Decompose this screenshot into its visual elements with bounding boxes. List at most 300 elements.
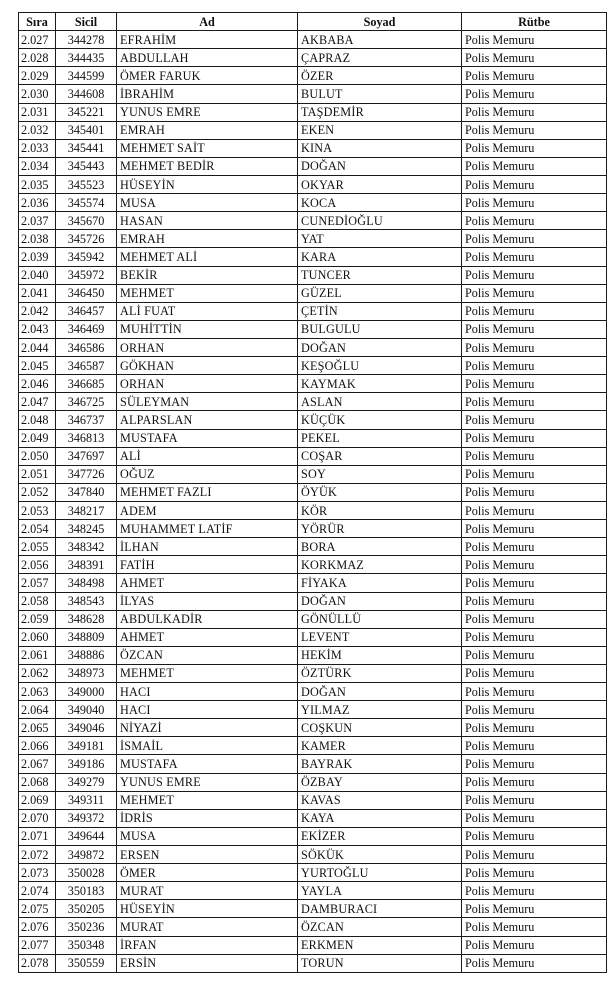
table-row (19, 230, 607, 248)
cell-sira: 2.055 (19, 538, 56, 556)
cell-rutbe: Polis Memuru (462, 701, 607, 719)
cell-rutbe: Polis Memuru (462, 357, 607, 375)
cell-sicil: 350028 (56, 864, 117, 882)
cell-ad: EFRAHİM (117, 31, 298, 49)
cell-rutbe: Polis Memuru (462, 628, 607, 646)
cell-rutbe: Polis Memuru (462, 302, 607, 320)
cell-soyad: KORKMAZ (298, 556, 462, 574)
table-row (19, 864, 607, 882)
cell-soyad: ÖZBAY (298, 773, 462, 791)
cell-ad: YUNUS EMRE (117, 773, 298, 791)
table-row (19, 538, 607, 556)
cell-ad: MEHMET (117, 664, 298, 682)
cell-ad: FATİH (117, 556, 298, 574)
cell-rutbe: Polis Memuru (462, 139, 607, 157)
cell-sira: 2.058 (19, 592, 56, 610)
cell-ad: ADEM (117, 501, 298, 519)
table-row (19, 719, 607, 737)
cell-sira: 2.075 (19, 900, 56, 918)
cell-sicil: 348245 (56, 520, 117, 538)
cell-sicil: 348391 (56, 556, 117, 574)
cell-sicil: 346586 (56, 338, 117, 356)
cell-rutbe: Polis Memuru (462, 538, 607, 556)
table-row (19, 212, 607, 230)
cell-sicil: 348217 (56, 501, 117, 519)
cell-sira: 2.046 (19, 375, 56, 393)
cell-sicil: 345574 (56, 194, 117, 212)
cell-ad: İDRİS (117, 809, 298, 827)
cell-ad: MUSA (117, 194, 298, 212)
cell-sicil: 349372 (56, 809, 117, 827)
cell-sira: 2.068 (19, 773, 56, 791)
cell-sira: 2.060 (19, 628, 56, 646)
table-row (19, 157, 607, 175)
cell-sira: 2.054 (19, 520, 56, 538)
cell-soyad: BORA (298, 538, 462, 556)
cell-rutbe: Polis Memuru (462, 483, 607, 501)
table-row (19, 701, 607, 719)
table-row (19, 67, 607, 85)
cell-sicil: 345401 (56, 121, 117, 139)
cell-ad: YUNUS EMRE (117, 103, 298, 121)
cell-sicil: 345523 (56, 175, 117, 193)
table-row (19, 302, 607, 320)
table-row (19, 375, 607, 393)
cell-rutbe: Polis Memuru (462, 284, 607, 302)
cell-ad: İLHAN (117, 538, 298, 556)
header-sicil: Sicil (56, 13, 117, 31)
table-row (19, 809, 607, 827)
cell-ad: İBRAHİM (117, 85, 298, 103)
cell-sicil: 345942 (56, 248, 117, 266)
header-ad: Ad (117, 13, 298, 31)
cell-rutbe: Polis Memuru (462, 175, 607, 193)
table-row (19, 447, 607, 465)
cell-rutbe: Polis Memuru (462, 320, 607, 338)
cell-sicil: 346725 (56, 393, 117, 411)
cell-ad: İLYAS (117, 592, 298, 610)
cell-ad: MEHMET BEDİR (117, 157, 298, 175)
cell-sicil: 345443 (56, 157, 117, 175)
cell-sira: 2.038 (19, 230, 56, 248)
cell-sira: 2.041 (19, 284, 56, 302)
table-row (19, 501, 607, 519)
cell-soyad: ÖZCAN (298, 918, 462, 936)
cell-ad: BEKİR (117, 266, 298, 284)
cell-sicil: 349311 (56, 791, 117, 809)
cell-sira: 2.077 (19, 936, 56, 954)
cell-sira: 2.071 (19, 827, 56, 845)
cell-soyad: TAŞDEMİR (298, 103, 462, 121)
cell-rutbe: Polis Memuru (462, 574, 607, 592)
table-row (19, 556, 607, 574)
table-row (19, 520, 607, 538)
table-row (19, 664, 607, 682)
table-row (19, 773, 607, 791)
cell-sira: 2.052 (19, 483, 56, 501)
cell-ad: HACI (117, 683, 298, 701)
cell-ad: MUHAMMET LATİF (117, 520, 298, 538)
table-row (19, 411, 607, 429)
cell-sira: 2.057 (19, 574, 56, 592)
cell-sira: 2.037 (19, 212, 56, 230)
cell-rutbe: Polis Memuru (462, 755, 607, 773)
cell-sira: 2.069 (19, 791, 56, 809)
table-row (19, 791, 607, 809)
cell-soyad: YURTOĞLU (298, 864, 462, 882)
cell-soyad: TUNCER (298, 266, 462, 284)
cell-sicil: 349644 (56, 827, 117, 845)
cell-soyad: DOĞAN (298, 683, 462, 701)
cell-sira: 2.056 (19, 556, 56, 574)
cell-sicil: 348543 (56, 592, 117, 610)
cell-sicil: 344435 (56, 49, 117, 67)
cell-sicil: 348342 (56, 538, 117, 556)
cell-ad: MEHMET ALİ (117, 248, 298, 266)
cell-ad: İRFAN (117, 936, 298, 954)
cell-sicil: 348973 (56, 664, 117, 682)
cell-rutbe: Polis Memuru (462, 121, 607, 139)
table-row (19, 900, 607, 918)
table-row (19, 49, 607, 67)
cell-soyad: YILMAZ (298, 701, 462, 719)
cell-rutbe: Polis Memuru (462, 719, 607, 737)
cell-rutbe: Polis Memuru (462, 31, 607, 49)
cell-rutbe: Polis Memuru (462, 338, 607, 356)
cell-rutbe: Polis Memuru (462, 791, 607, 809)
cell-ad: MUSA (117, 827, 298, 845)
cell-rutbe: Polis Memuru (462, 429, 607, 447)
cell-soyad: DAMBURACI (298, 900, 462, 918)
cell-rutbe: Polis Memuru (462, 411, 607, 429)
cell-sicil: 347840 (56, 483, 117, 501)
cell-soyad: ÇAPRAZ (298, 49, 462, 67)
cell-ad: NİYAZİ (117, 719, 298, 737)
cell-sicil: 349181 (56, 737, 117, 755)
cell-rutbe: Polis Memuru (462, 157, 607, 175)
cell-rutbe: Polis Memuru (462, 610, 607, 628)
cell-sira: 2.032 (19, 121, 56, 139)
cell-soyad: ÖYÜK (298, 483, 462, 501)
cell-soyad: ÖZTÜRK (298, 664, 462, 682)
cell-ad: İSMAİL (117, 737, 298, 755)
header-rutbe: Rütbe (462, 13, 607, 31)
cell-sira: 2.048 (19, 411, 56, 429)
cell-soyad: ÇETİN (298, 302, 462, 320)
cell-soyad: YAYLA (298, 882, 462, 900)
table-row (19, 175, 607, 193)
cell-soyad: EKİZER (298, 827, 462, 845)
personnel-list-sheet (18, 12, 606, 973)
cell-soyad: KAMER (298, 737, 462, 755)
cell-ad: MEHMET FAZLI (117, 483, 298, 501)
cell-rutbe: Polis Memuru (462, 465, 607, 483)
cell-soyad: GÜZEL (298, 284, 462, 302)
cell-rutbe: Polis Memuru (462, 67, 607, 85)
cell-sicil: 345670 (56, 212, 117, 230)
cell-sira: 2.043 (19, 320, 56, 338)
header-sira: Sıra (19, 13, 56, 31)
cell-sira: 2.078 (19, 954, 56, 972)
header-row (19, 13, 607, 31)
cell-sicil: 345972 (56, 266, 117, 284)
cell-ad: HASAN (117, 212, 298, 230)
table-row (19, 827, 607, 845)
cell-soyad: CUNEDİOĞLU (298, 212, 462, 230)
cell-rutbe: Polis Memuru (462, 737, 607, 755)
cell-rutbe: Polis Memuru (462, 827, 607, 845)
cell-rutbe: Polis Memuru (462, 49, 607, 67)
cell-soyad: KÖR (298, 501, 462, 519)
cell-ad: HACI (117, 701, 298, 719)
cell-soyad: ÖZER (298, 67, 462, 85)
cell-sira: 2.063 (19, 683, 56, 701)
cell-rutbe: Polis Memuru (462, 592, 607, 610)
cell-sira: 2.061 (19, 646, 56, 664)
cell-rutbe: Polis Memuru (462, 103, 607, 121)
cell-ad: EMRAH (117, 121, 298, 139)
cell-soyad: PEKEL (298, 429, 462, 447)
cell-soyad: ASLAN (298, 393, 462, 411)
cell-sira: 2.031 (19, 103, 56, 121)
table-row (19, 755, 607, 773)
cell-rutbe: Polis Memuru (462, 846, 607, 864)
cell-sira: 2.039 (19, 248, 56, 266)
cell-sira: 2.053 (19, 501, 56, 519)
table-row (19, 357, 607, 375)
cell-rutbe: Polis Memuru (462, 683, 607, 701)
cell-soyad: EKEN (298, 121, 462, 139)
cell-rutbe: Polis Memuru (462, 375, 607, 393)
table-row (19, 683, 607, 701)
cell-soyad: KINA (298, 139, 462, 157)
cell-sicil: 346457 (56, 302, 117, 320)
cell-sicil: 347697 (56, 447, 117, 465)
cell-soyad: KARA (298, 248, 462, 266)
cell-ad: ERSİN (117, 954, 298, 972)
cell-ad: ALİ FUAT (117, 302, 298, 320)
cell-sicil: 349279 (56, 773, 117, 791)
cell-soyad: BULGULU (298, 320, 462, 338)
cell-sira: 2.034 (19, 157, 56, 175)
table-row (19, 393, 607, 411)
cell-soyad: TORUN (298, 954, 462, 972)
cell-sicil: 344599 (56, 67, 117, 85)
cell-sicil: 348886 (56, 646, 117, 664)
cell-sicil: 350205 (56, 900, 117, 918)
table-row (19, 936, 607, 954)
cell-sicil: 350348 (56, 936, 117, 954)
cell-sicil: 350559 (56, 954, 117, 972)
cell-sicil: 346737 (56, 411, 117, 429)
cell-sira: 2.033 (19, 139, 56, 157)
cell-ad: AHMET (117, 628, 298, 646)
cell-ad: ORHAN (117, 375, 298, 393)
table-row (19, 737, 607, 755)
cell-ad: ALİ (117, 447, 298, 465)
table-row (19, 103, 607, 121)
cell-soyad: HEKİM (298, 646, 462, 664)
cell-soyad: KAYA (298, 809, 462, 827)
table-row (19, 85, 607, 103)
table-row (19, 610, 607, 628)
cell-ad: MEHMET (117, 284, 298, 302)
cell-ad: EMRAH (117, 230, 298, 248)
cell-rutbe: Polis Memuru (462, 393, 607, 411)
cell-sira: 2.042 (19, 302, 56, 320)
cell-ad: MUHİTTİN (117, 320, 298, 338)
cell-ad: ABDULKADİR (117, 610, 298, 628)
table-row (19, 592, 607, 610)
cell-ad: MURAT (117, 918, 298, 936)
table-row (19, 483, 607, 501)
table-row (19, 918, 607, 936)
cell-ad: HÜSEYİN (117, 900, 298, 918)
cell-rutbe: Polis Memuru (462, 773, 607, 791)
cell-soyad: AKBABA (298, 31, 462, 49)
cell-ad: SÜLEYMAN (117, 393, 298, 411)
table-row (19, 882, 607, 900)
cell-sira: 2.045 (19, 357, 56, 375)
cell-sira: 2.028 (19, 49, 56, 67)
cell-ad: ÖMER (117, 864, 298, 882)
cell-rutbe: Polis Memuru (462, 501, 607, 519)
table-row (19, 338, 607, 356)
cell-soyad: KAVAS (298, 791, 462, 809)
cell-sira: 2.051 (19, 465, 56, 483)
cell-sicil: 346813 (56, 429, 117, 447)
personnel-table (18, 12, 607, 973)
cell-rutbe: Polis Memuru (462, 900, 607, 918)
cell-sicil: 344278 (56, 31, 117, 49)
cell-soyad: LEVENT (298, 628, 462, 646)
cell-ad: MUSTAFA (117, 429, 298, 447)
table-row (19, 248, 607, 266)
table-row (19, 574, 607, 592)
cell-ad: MURAT (117, 882, 298, 900)
cell-soyad: SÖKÜK (298, 846, 462, 864)
cell-sira: 2.029 (19, 67, 56, 85)
cell-ad: ÖZCAN (117, 646, 298, 664)
cell-soyad: FİYAKA (298, 574, 462, 592)
cell-ad: ORHAN (117, 338, 298, 356)
cell-rutbe: Polis Memuru (462, 882, 607, 900)
cell-sicil: 346450 (56, 284, 117, 302)
cell-rutbe: Polis Memuru (462, 936, 607, 954)
cell-soyad: YÖRÜR (298, 520, 462, 538)
cell-soyad: KAYMAK (298, 375, 462, 393)
cell-rutbe: Polis Memuru (462, 809, 607, 827)
cell-soyad: ERKMEN (298, 936, 462, 954)
table-row (19, 266, 607, 284)
table-row (19, 429, 607, 447)
cell-sicil: 347726 (56, 465, 117, 483)
cell-rutbe: Polis Memuru (462, 918, 607, 936)
cell-soyad: GÖNÜLLÜ (298, 610, 462, 628)
cell-rutbe: Polis Memuru (462, 212, 607, 230)
cell-ad: ÖMER FARUK (117, 67, 298, 85)
cell-rutbe: Polis Memuru (462, 520, 607, 538)
table-row (19, 194, 607, 212)
cell-sira: 2.049 (19, 429, 56, 447)
cell-ad: MEHMET (117, 791, 298, 809)
cell-soyad: KOCA (298, 194, 462, 212)
cell-rutbe: Polis Memuru (462, 864, 607, 882)
cell-sicil: 344608 (56, 85, 117, 103)
cell-sira: 2.044 (19, 338, 56, 356)
cell-ad: ERSEN (117, 846, 298, 864)
table-row (19, 846, 607, 864)
cell-sira: 2.050 (19, 447, 56, 465)
cell-sicil: 349000 (56, 683, 117, 701)
cell-sicil: 345441 (56, 139, 117, 157)
table-row (19, 139, 607, 157)
cell-ad: ALPARSLAN (117, 411, 298, 429)
cell-soyad: SOY (298, 465, 462, 483)
cell-sira: 2.064 (19, 701, 56, 719)
cell-ad: MEHMET SAİT (117, 139, 298, 157)
cell-rutbe: Polis Memuru (462, 447, 607, 465)
cell-soyad: DOĞAN (298, 338, 462, 356)
cell-sira: 2.062 (19, 664, 56, 682)
cell-sicil: 348498 (56, 574, 117, 592)
cell-sicil: 345221 (56, 103, 117, 121)
cell-soyad: YAT (298, 230, 462, 248)
cell-rutbe: Polis Memuru (462, 266, 607, 284)
cell-sicil: 350236 (56, 918, 117, 936)
cell-rutbe: Polis Memuru (462, 664, 607, 682)
table-row (19, 954, 607, 972)
cell-sicil: 349872 (56, 846, 117, 864)
cell-sira: 2.076 (19, 918, 56, 936)
cell-rutbe: Polis Memuru (462, 194, 607, 212)
cell-soyad: COŞAR (298, 447, 462, 465)
cell-sira: 2.070 (19, 809, 56, 827)
table-row (19, 121, 607, 139)
cell-sira: 2.035 (19, 175, 56, 193)
cell-soyad: KÜÇÜK (298, 411, 462, 429)
cell-sicil: 350183 (56, 882, 117, 900)
cell-soyad: KEŞOĞLU (298, 357, 462, 375)
cell-sicil: 349040 (56, 701, 117, 719)
cell-sicil: 346685 (56, 375, 117, 393)
table-row (19, 628, 607, 646)
cell-sicil: 349186 (56, 755, 117, 773)
cell-sicil: 348809 (56, 628, 117, 646)
table-row (19, 284, 607, 302)
cell-ad: MUSTAFA (117, 755, 298, 773)
cell-soyad: DOĞAN (298, 157, 462, 175)
cell-sicil: 346587 (56, 357, 117, 375)
cell-sira: 2.072 (19, 846, 56, 864)
cell-ad: HÜSEYİN (117, 175, 298, 193)
cell-sicil: 349046 (56, 719, 117, 737)
table-row (19, 465, 607, 483)
cell-ad: AHMET (117, 574, 298, 592)
table-row (19, 31, 607, 49)
cell-sira: 2.036 (19, 194, 56, 212)
cell-sira: 2.027 (19, 31, 56, 49)
table-row (19, 320, 607, 338)
cell-sira: 2.065 (19, 719, 56, 737)
cell-sira: 2.073 (19, 864, 56, 882)
cell-sira: 2.066 (19, 737, 56, 755)
cell-rutbe: Polis Memuru (462, 646, 607, 664)
cell-sicil: 346469 (56, 320, 117, 338)
cell-soyad: OKYAR (298, 175, 462, 193)
cell-ad: ABDULLAH (117, 49, 298, 67)
cell-rutbe: Polis Memuru (462, 230, 607, 248)
